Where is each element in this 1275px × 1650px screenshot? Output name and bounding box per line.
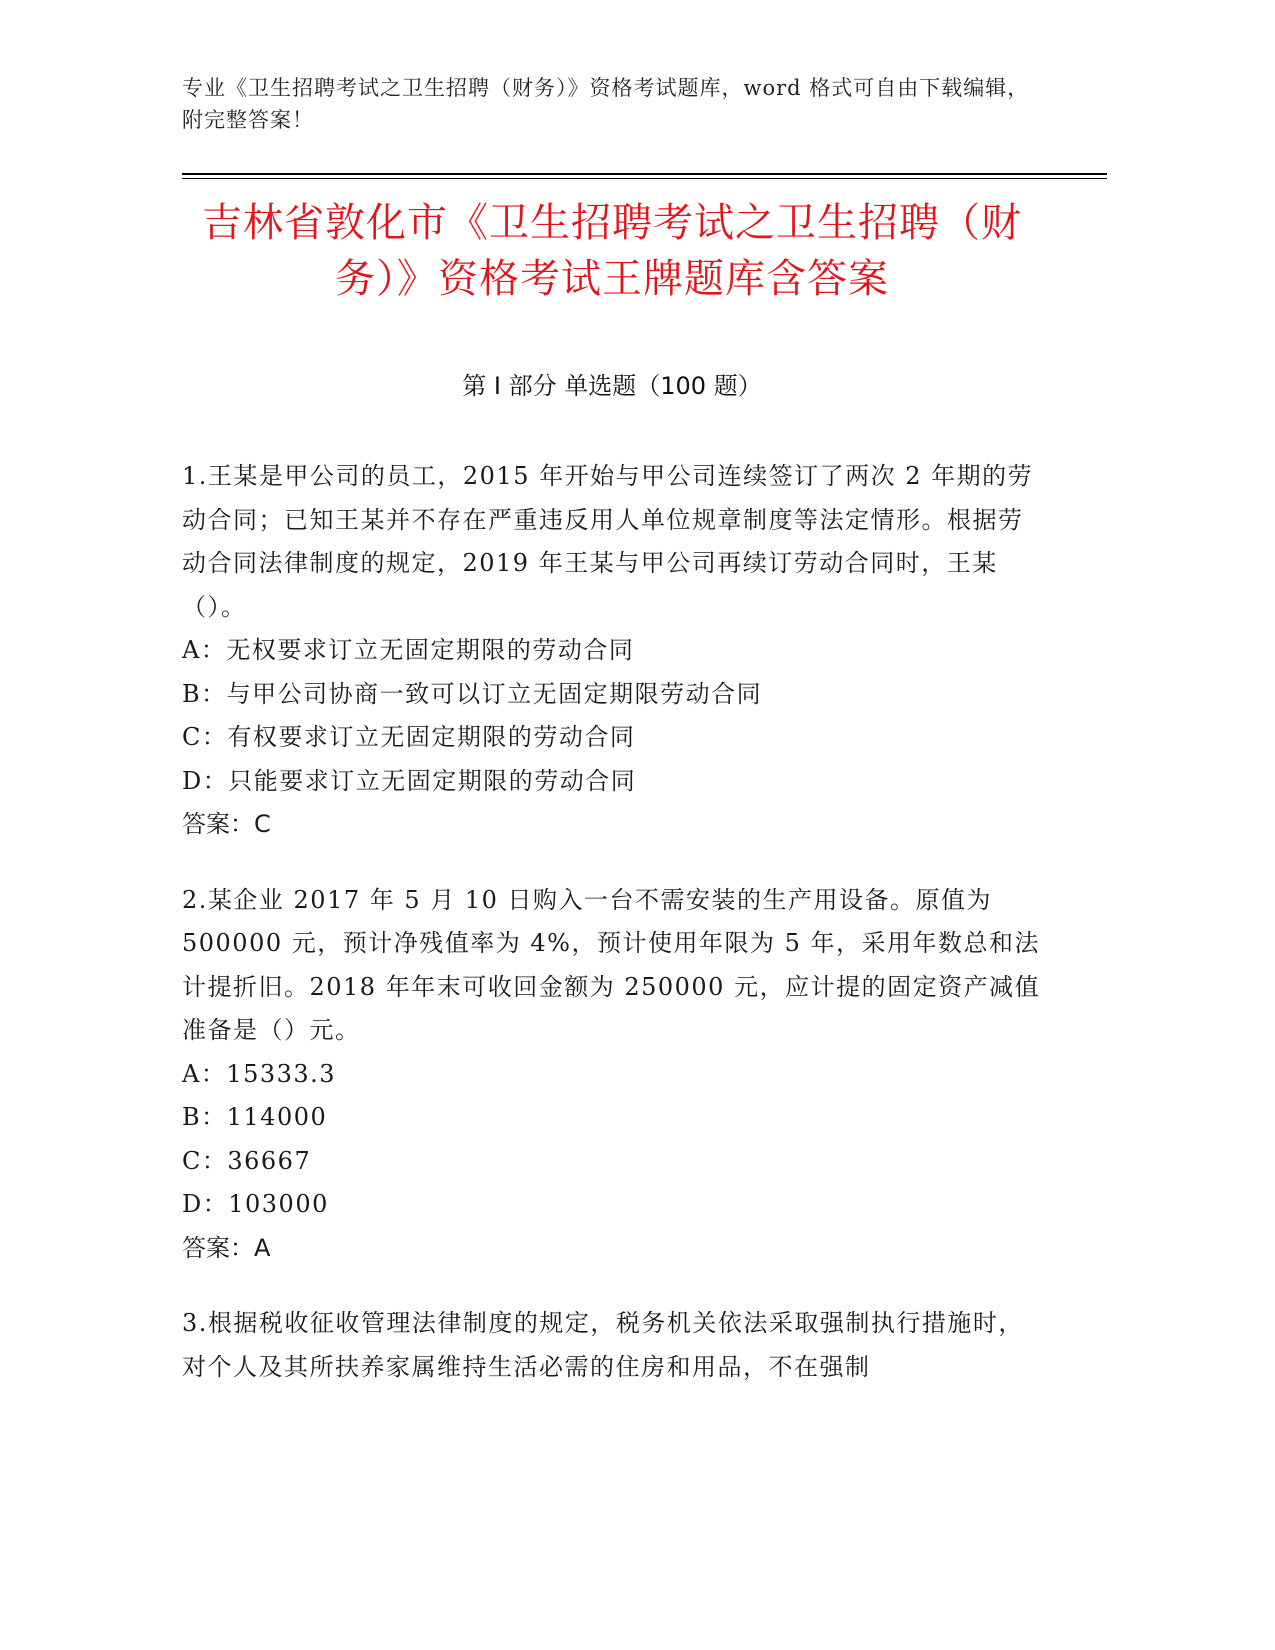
option-c: C：36667: [182, 1146, 312, 1175]
question-stem: 2.某企业 2017 年 5 月 10 日购入一台不需安装的生产用设备。原值为 500000 元，预计净残值率为 4%，预计使用年限为 5 年，采用年数总和法计提折旧。2018 年年末可收回金额为 250000 元，应计提的固定资产减值准备是（）元。: [182, 885, 1041, 1044]
option-a: A：无权要求订立无固定期限的劳动合同: [182, 636, 635, 664]
option-d: D：103000: [182, 1190, 329, 1218]
answer: 答案：C: [182, 810, 271, 838]
question-stem: 3.根据税收征收管理法律制度的规定，税务机关依法采取强制执行措施时，对个人及其所扶养家属维持生活必需的住房和用品，不在强制: [182, 1309, 1024, 1381]
question-1: [182, 455, 1042, 847]
question-3: [182, 1302, 1042, 1389]
answer: 答案：A: [182, 1233, 271, 1262]
question-list: [182, 455, 1042, 1421]
header-divider-thick: [182, 173, 1107, 175]
header-note: 专业《卫生招聘考试之卫生招聘（财务）》资格考试题库，word 格式可自由下载编辑，附完整答案！: [182, 76, 1030, 132]
option-b: B：114000: [182, 1103, 328, 1131]
question-stem: 1.王某是甲公司的员工，2015 年开始与甲公司连续签订了两次 2 年期的劳动合同；已知王某并不存在严重违反用人单位规章制度等法定情形。根据劳动合同法律制度的规定，2019 年王某与甲公司再续订劳动合同时，王某（）。: [182, 462, 1034, 621]
option-d: D：只能要求订立无固定期限的劳动合同: [182, 766, 637, 795]
document-title: 吉林省敦化市《卫生招聘考试之卫生招聘（财务）》资格考试王牌题库含答案: [202, 200, 1022, 302]
section-title: 第 I 部分 单选题（100 题）: [462, 372, 762, 400]
header-divider-thin: [182, 178, 1107, 179]
option-c: C：有权要求订立无固定期限的劳动合同: [182, 723, 636, 751]
question-2: [182, 879, 1042, 1271]
option-a: A：15333.3: [182, 1059, 337, 1088]
option-b: B：与甲公司协商一致可以订立无固定期限劳动合同: [182, 679, 763, 708]
